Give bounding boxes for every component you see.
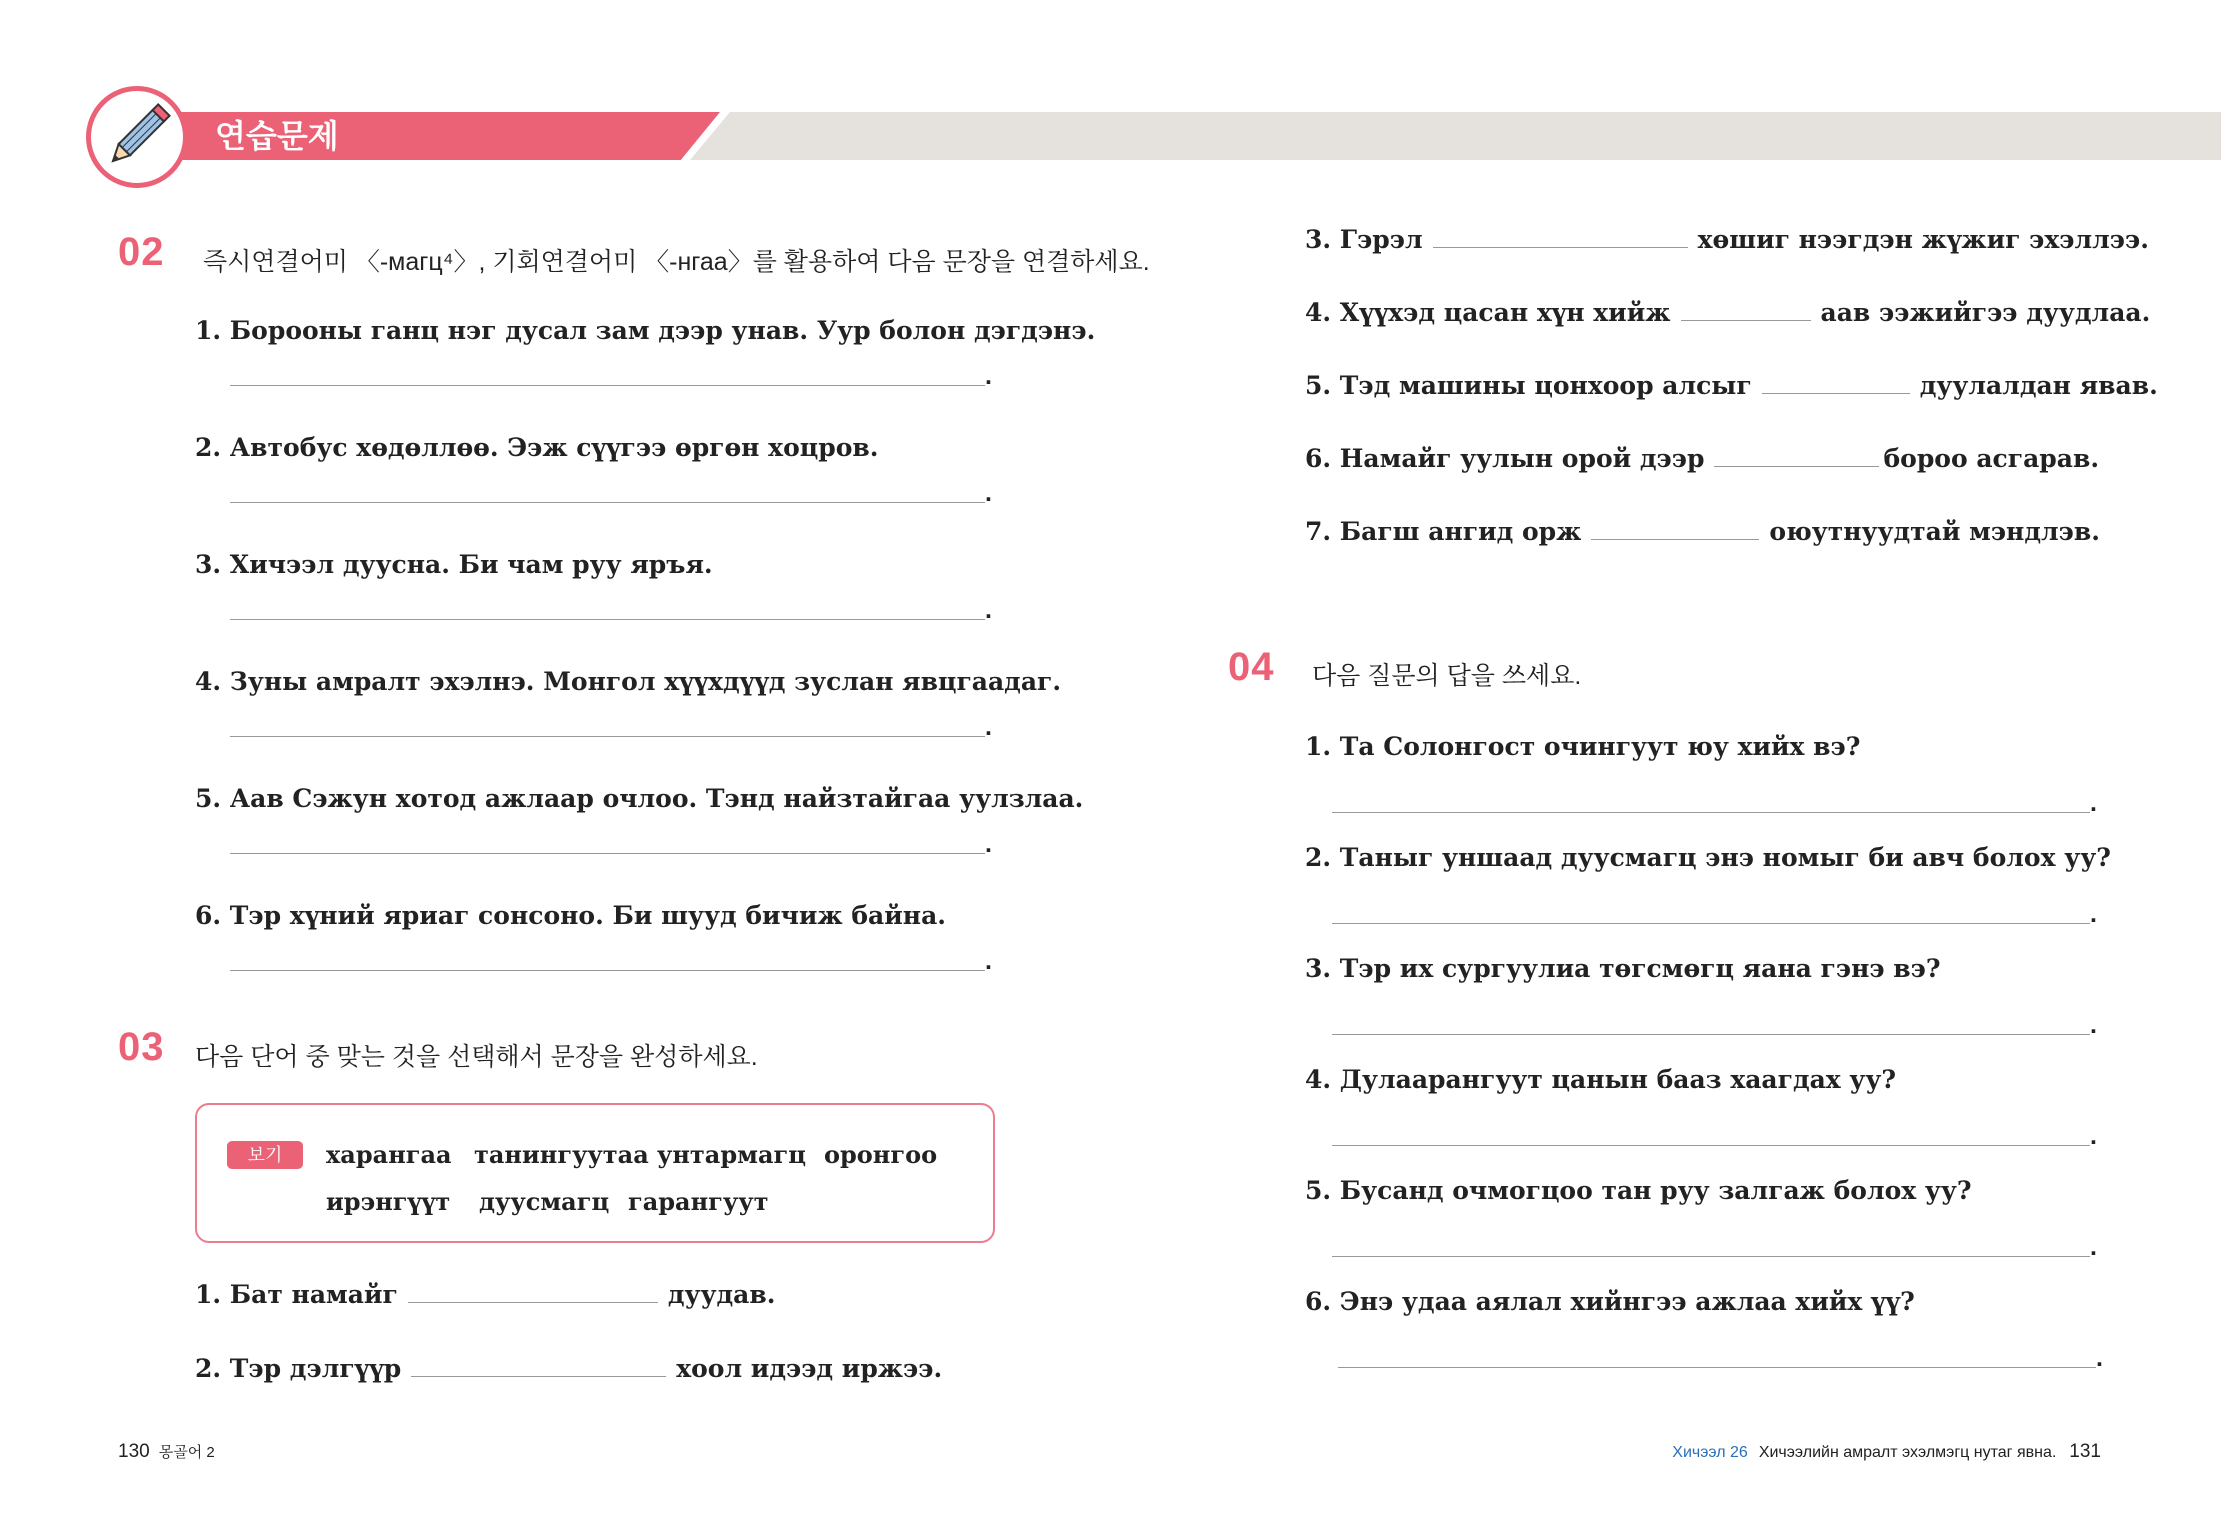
word-choice: гарангуут (628, 1187, 769, 1216)
s02-answer-line-3 (230, 619, 985, 620)
s04-answer-line-5 (1332, 1256, 2090, 1257)
s04-period-3: . (2090, 1011, 2097, 1039)
s04-period-4: . (2090, 1122, 2097, 1150)
s02-answer-line-5 (230, 853, 985, 854)
section-02-number: 02 (118, 230, 165, 274)
page-number-right: 131 (2069, 1441, 2101, 1462)
s03-item-2: 2. Тэр дэлгүүр хоол идээд иржээ. (195, 1354, 943, 1383)
s03-item-3: 3. Гэрэл хөшиг нээгдэн жүжиг эхэллээ. (1305, 225, 2149, 254)
s04-question-2: 2. Таныг уншаад дуусмагц энэ номыг би авч болох уу? (1305, 843, 2111, 872)
s04-answer-line-6 (1338, 1367, 2096, 1368)
word-choice-box (195, 1103, 995, 1243)
fill-blank (1591, 517, 1759, 540)
s02-period-1: . (985, 362, 992, 390)
s02-question-5: 5. Аав Сэжун хотод ажлаар очлоо. Тэнд найзтайгаа уулзлаа. (195, 784, 1084, 813)
s02-question-1: 1. Борооны ганц нэг дусал зам дээр унав. Уур болон дэгдэнэ. (195, 316, 1096, 345)
footer-left (118, 1441, 215, 1463)
s03-item-7: 7. Багш ангид орж оюутнуудтай мэндлэв. (1305, 517, 2100, 546)
word-choice: танингуутаа (474, 1140, 649, 1169)
section-03-number: 03 (118, 1025, 165, 1069)
s02-period-5: . (985, 830, 992, 858)
section-03-instruction: 다음 단어 중 맞는 것을 선택해서 문장을 완성하세요. (195, 1043, 758, 1071)
word-choice: оронгоо (824, 1140, 938, 1169)
s02-answer-line-6 (230, 970, 985, 971)
s03-item-1: 1. Бат намайг дуудав. (195, 1280, 776, 1309)
fill-blank (1433, 225, 1688, 248)
fill-blank (1681, 298, 1811, 321)
section-04-instruction: 다음 질문의 답을 쓰세요. (1312, 662, 1582, 690)
lesson-label: Хичээл 26 (1672, 1444, 1748, 1461)
s03-item-5: 5. Тэд машины цонхоор алсыг дуулалдан явав. (1305, 371, 2158, 400)
word-choice: дуусмагц (479, 1187, 610, 1216)
s03-item-6: 6. Намайг уулын орой дээр бороо асгарав. (1305, 444, 2100, 473)
s02-question-4: 4. Зуны амралт эхэлнэ. Монгол хүүхдүүд зуслан явцгаадаг. (195, 667, 1062, 696)
s02-question-2: 2. Автобус хөдөллөө. Ээж сүүгээ өргөн хоцров. (195, 433, 879, 462)
s04-question-3: 3. Тэр их сургуулиа төгсмөгц яана гэнэ вэ? (1305, 954, 1941, 983)
s02-question-3: 3. Хичээл дуусна. Би чам руу яръя. (195, 550, 713, 579)
s04-period-5: . (2090, 1233, 2097, 1261)
fill-blank (411, 1354, 666, 1377)
word-choice: унтармагц (657, 1140, 806, 1169)
footer-right (1672, 1441, 2101, 1463)
book-title: 몽골어 2 (158, 1444, 215, 1461)
s04-answer-line-4 (1332, 1145, 2090, 1146)
s04-period-1: . (2090, 789, 2097, 817)
fill-blank (408, 1280, 658, 1303)
s02-answer-line-2 (230, 502, 985, 503)
s04-answer-line-2 (1332, 923, 2090, 924)
lesson-title: Хичээлийн амралт эхэлмэгц нутаг явна. (1758, 1444, 2057, 1461)
s04-question-1: 1. Та Солонгост очингуут юу хийх вэ? (1305, 732, 1861, 761)
s04-question-6: 6. Энэ удаа аялал хийнгээ ажлаа хийх үү? (1305, 1287, 1915, 1316)
s02-answer-line-4 (230, 736, 985, 737)
pencil-icon (86, 86, 188, 188)
s02-period-3: . (985, 596, 992, 624)
s04-period-2: . (2090, 900, 2097, 928)
word-choice: харангаа (326, 1140, 452, 1169)
fill-blank (1762, 371, 1910, 394)
section-02-instruction: 즉시연결어미 〈-магц⁴〉, 기회연결어미 〈-нгаа〉를 활용하여 다음 문장을 연결하세요. (203, 248, 1150, 276)
s04-period-6: . (2096, 1344, 2103, 1372)
s04-answer-line-3 (1332, 1034, 2090, 1035)
example-label: 보기 (227, 1141, 303, 1169)
s03-item-4: 4. Хүүхэд цасан хүн хийж аав ээжийгээ дуудлаа. (1305, 298, 2151, 327)
s02-period-2: . (985, 479, 992, 507)
page-title: 연습문제 (215, 118, 339, 154)
section-04-number: 04 (1228, 645, 1275, 689)
s04-question-5: 5. Бусанд очмогцоо тан руу залгаж болох уу? (1305, 1176, 1972, 1205)
header-gray-band (690, 112, 2221, 160)
s04-answer-line-1 (1332, 812, 2090, 813)
page-number-left: 130 (118, 1441, 150, 1462)
word-choice: ирэнгүүт (326, 1187, 451, 1216)
s02-period-4: . (985, 713, 992, 741)
fill-blank (1714, 444, 1879, 467)
s02-answer-line-1 (230, 385, 985, 386)
s02-question-6: 6. Тэр хүний яриаг сонсоно. Би шууд бичиж байна. (195, 901, 946, 930)
s02-period-6: . (985, 947, 992, 975)
s04-question-4: 4. Дулаарангуут цанын бааз хаагдах уу? (1305, 1065, 1897, 1094)
